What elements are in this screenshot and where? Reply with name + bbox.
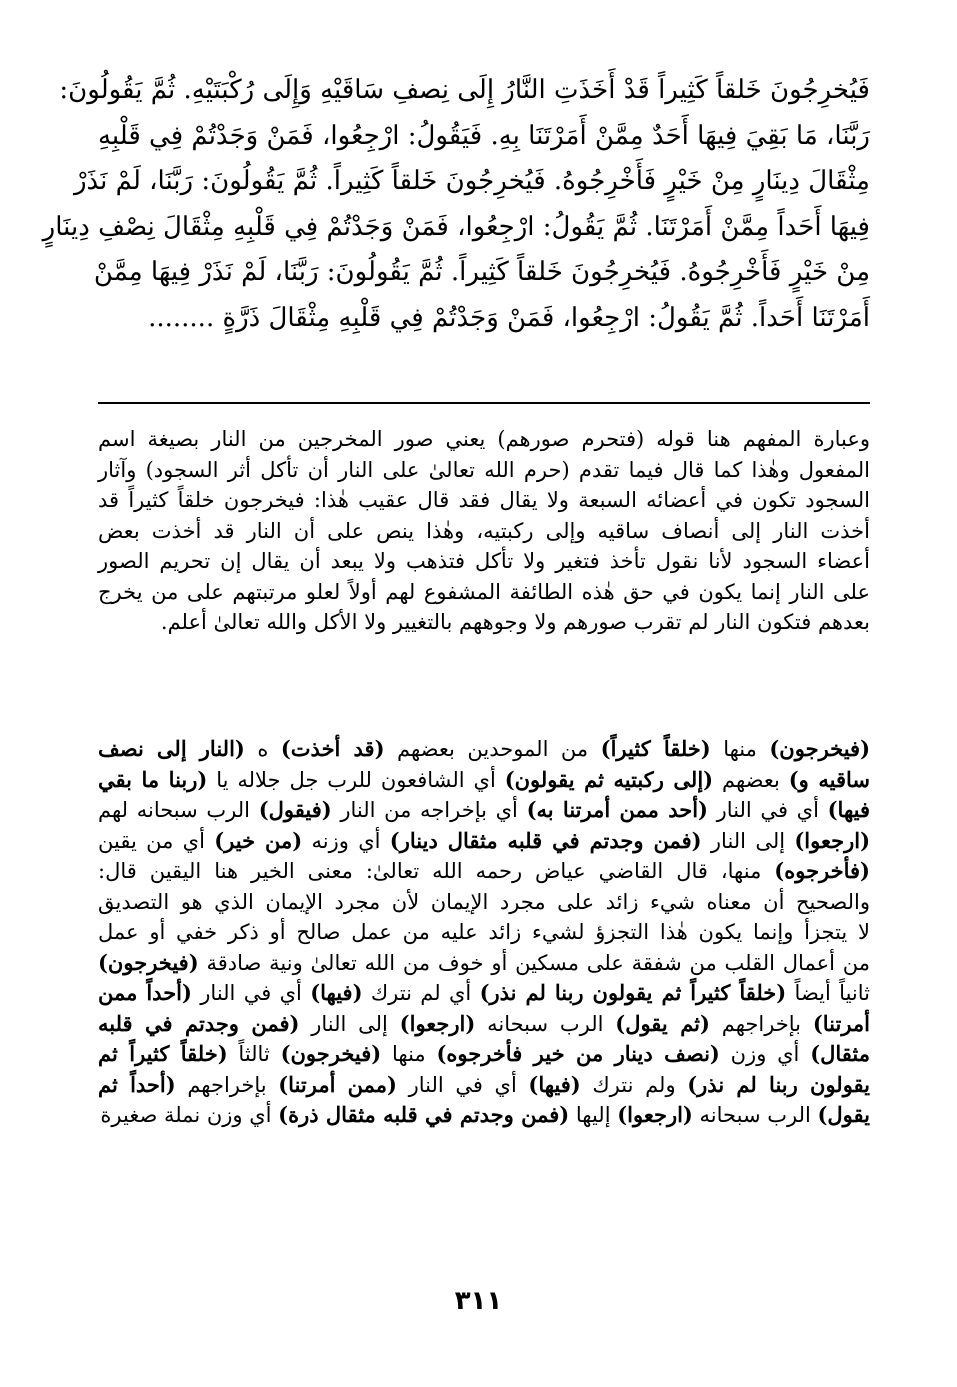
quoted-hadith-phrase: (فيها) — [310, 980, 363, 1005]
quoted-hadith-phrase: يقول) — [817, 1102, 870, 1127]
commentary-line — [98, 765, 870, 796]
commentary-line: أعضاء السجود لأنا نقول تأخذ فتغير ولا تأكل فتذهب ولا يبعد أن يقال إن تحريم الصور — [98, 549, 870, 573]
hadith-line: مِثْقَالَ دِينَارٍ مِنْ خَيْرٍ فَأَخْرِجُوهُ. فَيُخرِجُونَ خَلقاً كَثِيراً. ثُمَّ يَقُولُونَ: رَبَّنَا، لَمْ نَذَرْ — [73, 166, 870, 196]
quoted-hadith-phrase: (ارجعوا) — [617, 1102, 693, 1127]
quoted-hadith-phrase: (فيخرجون) — [769, 736, 871, 761]
commentary-text: أي بإخراجه من النار — [331, 798, 527, 822]
quoted-hadith-phrase: (فمن وجدتم في قلبه مثقال دينار) — [389, 827, 702, 853]
quoted-hadith-phrase: (فيخرجون) — [98, 949, 199, 975]
quoted-hadith-phrase: (أحداً ثم — [98, 1071, 176, 1097]
quoted-hadith-phrase: فيها) — [827, 797, 871, 822]
commentary-paragraph-1 — [98, 424, 870, 638]
quoted-hadith-phrase: أمرتنا) — [812, 1010, 870, 1036]
commentary-line: بعدهم فتكون النار لم تقرب صورهم ولا وجوههم بالتغيير ولا الأكل والله تعالىٰ أعلم. — [160, 610, 870, 634]
hadith-line: فِيهَا أَحَداً مِمَّنْ أَمَرْتَنَا. ثُمَّ يَقُولُ: ارْجِعُوا، فَمَنْ وَجَدْتُمْ فِي قَلْبِهِ مِثْقَالَ نِصْفِ دِينَارٍ — [42, 211, 870, 242]
commentary-line — [98, 1009, 870, 1040]
quoted-hadith-phrase: (فأخرجوه) — [774, 858, 870, 883]
quoted-hadith-phrase: (خلقاً كثيراً) — [600, 736, 711, 761]
commentary-line — [98, 917, 870, 948]
commentary-line: أخذت النار إلى أنصاف ساقيه وإلى ركبتيه، وهٰذا ينص على أن النار قد أخذت بعض — [98, 518, 870, 543]
commentary-line — [98, 948, 870, 979]
commentary-line: السجود تكون في أعضائه السبعة ولا يقال فقد قال عقيب هٰذا: فيخرجون خلقاً كثيراً قد — [98, 488, 870, 512]
commentary-text: إلى النار — [299, 1011, 400, 1036]
separator-rule — [98, 402, 870, 404]
commentary-text: منها — [381, 1042, 437, 1066]
commentary-line: على النار إنما يكون في حق هٰذه الطائفة المشفوع لهم أولاً لعلو مرتبتهم على من يخرج — [98, 579, 870, 604]
commentary-line — [98, 795, 870, 826]
commentary-line: وعبارة المفهم هنا قوله (فتحرم صورهم) يعني صور المخرجين من النار بصيغة اسم — [98, 427, 870, 451]
commentary-line — [98, 826, 870, 857]
quoted-hadith-phrase: (أحداً ممن — [98, 980, 192, 1005]
commentary-text: إليها — [569, 1103, 618, 1127]
commentary-text: ثانياً أيضاً — [786, 981, 870, 1005]
hadith-line: أَمَرْتَنَا أَحَداً. ثُمَّ يَقُولُ: ارْجِعُوا، فَمَنْ وَجَدْتُمْ فِي قَلْبِهِ مِثْقَالَ ذَرَّةٍ ........ — [148, 302, 870, 333]
commentary-text: الرب سبحانه لهم — [98, 798, 259, 822]
commentary-text: ولم نترك — [580, 1072, 688, 1097]
commentary-text: الرب سبحانه — [692, 1103, 818, 1127]
commentary-text: والصحيح أن معناه شيء زائد على مجرد الإيمان لأن مجرد الإيمان الذي هو التصديق — [98, 889, 870, 914]
commentary-line — [98, 1070, 870, 1101]
commentary-paragraph-2 — [98, 734, 870, 1131]
quoted-hadith-phrase: (النار إلى نصف — [98, 736, 245, 761]
quoted-hadith-phrase: (فمن وجدتم في قلبه — [98, 1010, 300, 1036]
commentary-text: منها، قال القاضي عياض رحمه الله تعالىٰ: معنى الخير هنا اليقين قال: — [98, 859, 775, 883]
commentary-text: أي من يقين — [98, 828, 215, 853]
quoted-hadith-phrase: (فيخرجون) — [280, 1041, 382, 1066]
quoted-hadith-phrase: ساقيه و) — [788, 766, 870, 792]
commentary-text: أي لم نترك — [362, 981, 480, 1005]
hadith-line: فَيُخرِجُونَ خَلقاً كَثِيراً قَدْ أَخَذَتِ النَّارُ إِلَى نِصفِ سَاقَيْهِ وَإِلَى رُكْبَتَيْهِ. ثُمَّ يَقُولُونَ: — [59, 75, 870, 105]
commentary-line — [98, 856, 870, 887]
commentary-text: أي وزن نملة صغيرة — [100, 1103, 279, 1127]
commentary-line — [98, 978, 870, 1009]
commentary-text: لا يتجزأ وإنما يكون هٰذا التجزؤ لشيء زائد عليه من عمل صالح أو ذكر خفي أو عمل — [98, 920, 870, 944]
quoted-hadith-phrase: يقولون ربنا لم نذر) — [687, 1071, 871, 1097]
quoted-hadith-phrase: (ربنا ما بقي — [98, 766, 208, 792]
commentary-line — [98, 887, 870, 918]
commentary-line: المفعول وهٰذا كما قال فيما تقدم (حرم الله تعالىٰ على النار أن تأكل أثر السجود) وآثار — [98, 457, 870, 482]
commentary-text: بإخراجهم — [709, 1011, 813, 1036]
commentary-text: من أعمال القلب من شفقة على مسكين أو خوف من الله تعالىٰ ونية صادقة — [198, 950, 870, 975]
commentary-text: بعضهم — [713, 767, 789, 792]
hadith-line: رَبَّنَا، مَا بَقِيَ فِيهَا أَحَدٌ مِمَّنْ أَمَرْتَنَا بِهِ. فَيَقُولُ: ارْجِعُوا، فَمَنْ وَجَدْتُمْ فِي قَلْبِهِ — [97, 120, 870, 151]
commentary-text: ثالثاً — [227, 1042, 281, 1066]
commentary-text: أي في النار — [191, 981, 311, 1005]
commentary-text: من الموحدين بعضهم — [384, 737, 601, 761]
hadith-line: مِنْ خَيْرٍ فَأَخْرِجُوهُ. فَيُخرِجُونَ خَلقاً كَثِيراً. ثُمَّ يَقُولُونَ: رَبَّنَا، لَمْ نَذَرْ فِيهَا مِمَّنْ — [93, 257, 870, 287]
quoted-hadith-phrase: (فمن وجدتم في قلبه مثقال ذرة) — [278, 1102, 570, 1127]
quoted-hadith-phrase: (خلقاً كثيراً ثم — [98, 1041, 228, 1066]
quoted-hadith-phrase: (خلقاً كثيراً ثم يقولون ربنا لم نذر) — [479, 980, 787, 1005]
commentary-text: الرب سبحانه — [475, 1011, 616, 1036]
quoted-hadith-phrase: مثقال) — [810, 1041, 870, 1066]
commentary-line — [98, 1100, 870, 1131]
page-number: ٣١١ — [454, 1286, 503, 1316]
quoted-hadith-phrase: (نصف دينار من خير فأخرجوه) — [436, 1041, 720, 1066]
commentary-text: أي الشافعون للرب جل جلاله يا — [207, 767, 505, 792]
quoted-hadith-phrase: (من خير) — [214, 827, 303, 853]
commentary-text: أي وزنه — [302, 828, 390, 853]
quoted-hadith-phrase: (أحد ممن أمرتنا به) — [526, 797, 708, 822]
quoted-hadith-phrase: (ثم يقول) — [615, 1010, 710, 1036]
quoted-hadith-phrase: (ارجعوا) — [399, 1010, 476, 1036]
commentary-text: ه — [244, 737, 281, 761]
commentary-line — [98, 734, 870, 765]
quoted-hadith-phrase: (فيقول) — [258, 797, 332, 822]
hadith-text — [42, 68, 870, 341]
commentary-line — [98, 1039, 870, 1070]
commentary-text: أي وزن — [719, 1042, 811, 1066]
commentary-text: أي في النار — [397, 1072, 529, 1097]
quoted-hadith-phrase: (إلى ركبتيه ثم يقولون) — [504, 766, 714, 792]
quoted-hadith-phrase: (ممن أمرتنا) — [278, 1071, 397, 1097]
quoted-hadith-phrase: (ارجعوا) — [794, 827, 871, 853]
commentary-text: إلى النار — [701, 828, 795, 853]
commentary-text: بإخراجهم — [175, 1072, 279, 1097]
commentary-text: أي في النار — [707, 798, 828, 822]
commentary-text: منها — [710, 737, 770, 761]
quoted-hadith-phrase: (قد أخذت) — [280, 736, 385, 761]
quoted-hadith-phrase: (فيها) — [528, 1071, 581, 1097]
